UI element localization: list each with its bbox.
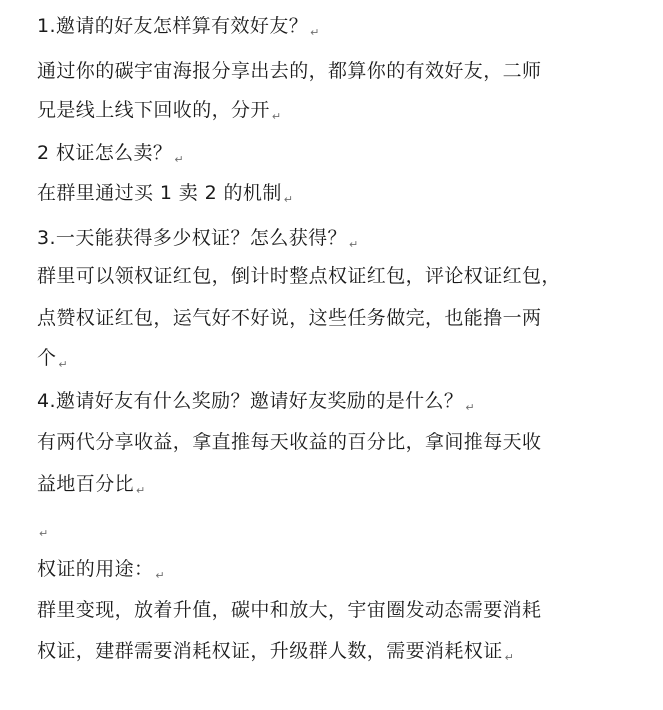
paragraph-mark-icon: ↵	[504, 651, 514, 664]
answer-4-line-2	[37, 472, 145, 503]
line-text: 3.一天能获得多少权证？怎么获得？	[37, 227, 347, 249]
line-text: 兄是线上线下回收的，分开	[37, 99, 270, 121]
line-text: 权证，建群需要消耗权证，升级群人数，需要消耗权证	[37, 640, 503, 662]
line-text: 点赞权证红包，运气好不好说，这些任务做完，也能撸一两	[37, 307, 542, 329]
paragraph-mark-icon: ↵	[348, 238, 359, 251]
line-text: 2 权证怎么卖？	[37, 142, 173, 164]
line-text: 群里变现，放着升值，碳中和放大，宇宙圈发动态需要消耗	[37, 599, 542, 621]
question-3	[37, 226, 358, 257]
answer-3-line-1	[37, 264, 561, 288]
paragraph-mark-icon: ↵	[39, 527, 49, 540]
empty-paragraph	[37, 515, 48, 546]
answer-2	[37, 181, 293, 212]
line-text: 权证的用途：	[37, 558, 154, 580]
answer-1-line-2	[37, 98, 281, 129]
usage-line-1	[37, 598, 541, 622]
usage-heading	[37, 557, 165, 588]
paragraph-mark-icon: ↵	[58, 358, 68, 371]
answer-3-line-2	[37, 306, 541, 330]
answer-1-line-1	[37, 59, 541, 83]
answer-3-line-3	[37, 346, 68, 377]
paragraph-mark-icon: ↵	[174, 153, 184, 166]
line-text: 1.邀请的好友怎样算有效好友？	[37, 15, 309, 37]
paragraph-mark-icon: ↵	[155, 569, 165, 582]
paragraph-mark-icon: ↵	[136, 484, 146, 497]
line-text: 个	[37, 347, 57, 369]
question-1	[37, 14, 319, 45]
paragraph-mark-icon: ↵	[310, 26, 320, 39]
question-2	[37, 141, 184, 172]
paragraph-mark-icon: ↵	[271, 110, 282, 123]
question-4	[37, 389, 475, 420]
line-text: 有两代分享收益，拿直推每天收益的百分比，拿间推每天收	[37, 431, 542, 453]
paragraph-mark-icon: ↵	[465, 401, 475, 414]
line-text: 通过你的碳宇宙海报分享出去的，都算你的有效好友，二师	[37, 60, 542, 82]
line-text: 群里可以领权证红包，倒计时整点权证红包，评论权证红包，	[37, 265, 561, 287]
line-text: 4.邀请好友有什么奖励？邀请好友奖励的是什么？	[37, 390, 464, 412]
line-text: 益地百分比	[37, 473, 135, 495]
line-text: 在群里通过买 1 卖 2 的机制	[37, 182, 282, 204]
usage-line-2	[37, 639, 514, 670]
answer-4-line-1	[37, 430, 541, 454]
paragraph-mark-icon: ↵	[283, 193, 293, 206]
